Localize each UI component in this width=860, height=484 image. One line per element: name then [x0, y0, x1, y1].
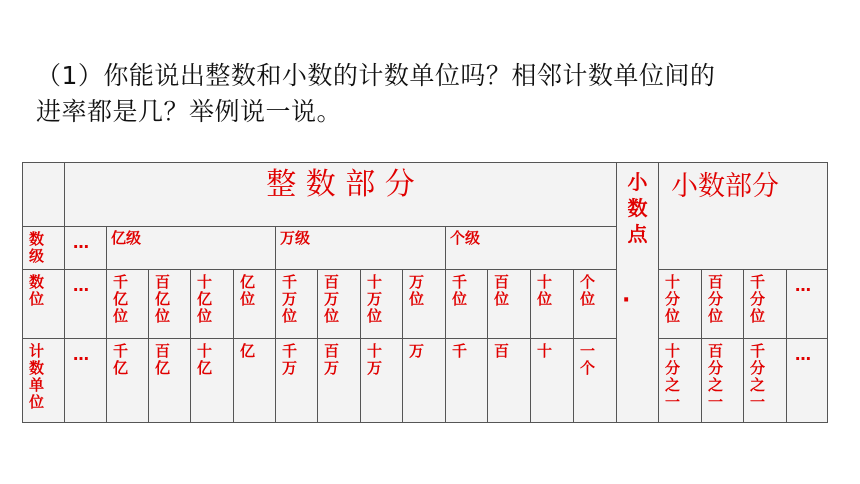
- decimal-unit-cell: 千 分 之 一: [743, 338, 787, 423]
- question-line-2: 进率都是几？举例说一说。: [36, 97, 343, 126]
- place-cell: 百 亿 位: [148, 269, 191, 339]
- unit-cell: 十: [530, 338, 574, 423]
- place-cell: 万 位: [402, 269, 446, 339]
- unit-cell: 亿: [233, 338, 276, 423]
- place-cell: 千 位: [445, 269, 488, 339]
- level-yi: 亿级: [106, 226, 276, 270]
- decimal-place-cell: 百 分 位: [701, 269, 744, 339]
- place-cell: 千 万 位: [275, 269, 318, 339]
- unit-cell: 千: [445, 338, 488, 423]
- level-ge: 个级: [445, 226, 617, 270]
- place-cell: 十 亿 位: [190, 269, 234, 339]
- unit-cell: 千 亿: [106, 338, 149, 423]
- unit-cell: 十 万: [360, 338, 403, 423]
- unit-ellipsis-left: …: [64, 338, 107, 423]
- decimal-place-cell: 十 分 位: [658, 269, 702, 339]
- unit-cell: 百 亿: [148, 338, 191, 423]
- place-ellipsis-left: …: [64, 269, 107, 339]
- decimal-point-symbol: ·: [622, 288, 631, 313]
- place-cell: 十 万 位: [360, 269, 403, 339]
- place-cell: 亿 位: [233, 269, 276, 339]
- row-header-unit: 计 数 单 位: [22, 338, 65, 423]
- decimal-part-header: 小数部分: [658, 162, 828, 270]
- unit-cell: 十 亿: [190, 338, 234, 423]
- place-cell: 百 万 位: [317, 269, 361, 339]
- unit-cell: 千 万: [275, 338, 318, 423]
- decimal-unit-cell: 十 分 之 一: [658, 338, 702, 423]
- place-value-table: [22, 162, 828, 422]
- place-cell: 个 位: [573, 269, 617, 339]
- level-ellipsis: …: [64, 226, 107, 270]
- unit-cell: 百 万: [317, 338, 361, 423]
- unit-ellipsis-right: …: [786, 338, 828, 423]
- integer-part-header: 整 数 部 分: [64, 162, 617, 227]
- decimal-place-cell: 千 分 位: [743, 269, 787, 339]
- place-cell: 千 亿 位: [106, 269, 149, 339]
- question-text: [36, 58, 826, 130]
- level-wan: 万级: [275, 226, 446, 270]
- row-header-place: 数 位: [22, 269, 65, 339]
- table-corner-cell: [22, 162, 65, 227]
- place-cell: 百 位: [487, 269, 531, 339]
- decimal-unit-cell: 百 分 之 一: [701, 338, 744, 423]
- place-ellipsis-right: …: [786, 269, 828, 339]
- unit-cell: 百: [487, 338, 531, 423]
- unit-cell: 一 个: [573, 338, 617, 423]
- unit-cell: 万: [402, 338, 446, 423]
- row-header-level: 数 级: [22, 226, 65, 270]
- question-line-1: （1）你能说出整数和小数的计数单位吗？相邻计数单位间的: [36, 61, 716, 90]
- decimal-point-header: 小 数 点: [616, 162, 659, 423]
- place-cell: 十 位: [530, 269, 574, 339]
